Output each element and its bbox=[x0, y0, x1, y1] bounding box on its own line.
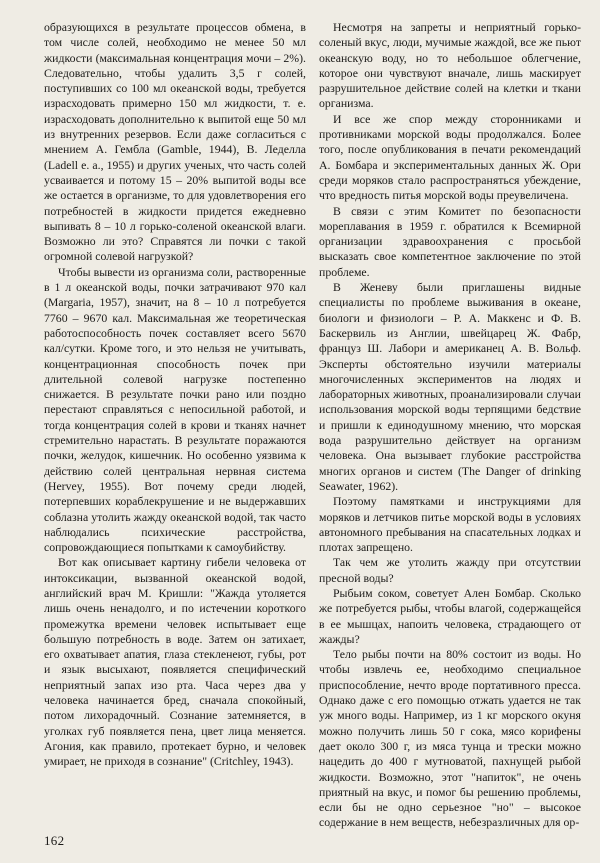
paragraph: Вот как описывает картину гибели человека от интоксикации, вызванной океанской водой, английский врач М. Кришли: "Жажда утоляется лишь очень ненадолго, и по истечении короткого промежутка времени человек испытывает еще большую потребность в воде. Затем он затихает, его охватывает апатия, глаза стекленеют, губы, рот и язык высыхают, появляется специфический неприятный запах изо рта. Часа через два у человека начинается бред, сначала спокойный, потом лихорадочный. Сознание затемняется, в уголках губ появляется пена, цвет лица меняется. Агония, как правило, протекает бурно, и человек умирает, не приходя в сознание" (Critchley, 1943). bbox=[44, 555, 306, 769]
paragraph: И все же спор между сторонниками и противниками морской воды продолжался. Более того, после опубликования в печати рекомендаций А. Бомбара и экспериментальных данных Ж. Ори среди моряков стало распространяться убеждение, что вредность питья морской воды преувеличена. bbox=[319, 111, 581, 203]
paragraph: Так чем же утолить жажду при отсутствии пресной воды? bbox=[319, 555, 581, 585]
paragraph: Чтобы вывести из организма соли, растворенные в 1 л океанской воды, почки затрачивают 970 кал (Margaria, 1957), значит, на 8 – 10 л потребуется 7760 – 9670 кал. Максимальная же теоретическая работоспособность почек составляет всего 5670 кал/сутки. Кроме того, и это нельзя не учитывать, концентрационная способность почек при длительной солевой нагрузке постепенно снижается. В результате почки рано или поздно перестают справляться с непосильной работой, и тогда концентрация солей в крови и тканях начнет стремительно нарастать. В результате поражаются почки, желудок, кишечник. Но особенно уязвима к действию солей центральная нервная система (Hervey, 1955). Вот почему среди людей, потерпевших кораблекрушение и не выдержавших соблазна утолить жажду океанской водой, так часто наблюдались психические расстройства, сопровождающиеся попытками к самоубийству. bbox=[44, 264, 306, 555]
paragraph: В Женеву были приглашены видные специалисты по проблеме выживания в океане, биологи и физиологи – Р. А. Маккенс и Ф. В. Баскервиль из Англии, швейцарец Ж. Фабр, француз Ш. Лабори и американец А. В. Вольф. Эксперты обстоятельно изучили материалы многочисленных экспериментов на людях и лабораторных животных, проанализировали случаи использования морской воды терпящими бедствие и пришли к единодушному мнению, что морская вода разрушительно действует на организм человека. Она вызывает глубокие расстройства многих органов и систем (The Danger of drinking Seawater, 1962). bbox=[319, 280, 581, 493]
paragraph: Несмотря на запреты и неприятный горько-соленый вкус, люди, мучимые жаждой, все же пьют океанскую воду, но то небольшое облегчение, которое они чувствуют вначале, лишь маскирует разрушительное действие солей на клетки и ткани организма. bbox=[319, 20, 581, 111]
paragraph: Тело рыбы почти на 80% состоит из воды. Но чтобы извлечь ее, необходимо специальное приспособление, нечто вроде портативного пресса. Однако даже с его помощью отжать удается не так уж много воды. Например, из 1 кг морского окуня можно получить лишь 50 г сока, мясо корифены дает около 300 г, из мяса тунца и трески можно нацедить до 400 г мутноватой, пахнущей рыбой жидкости. Возможно, этот "напиток", не очень приятный на вкус, и помог бы решению проблемы, если бы не одно серьезное "но" – высокое содержание в нем веществ, небезразличных для ор- bbox=[319, 647, 581, 830]
left-column bbox=[44, 20, 306, 770]
paragraph: В связи с этим Комитет по безопасности мореплавания в 1959 г. обратился к Всемирной организации здравоохранения с просьбой высказать свое компетентное заключение по этой проблеме. bbox=[319, 203, 581, 279]
right-column bbox=[319, 20, 581, 831]
paragraph: Поэтому памятками и инструкциями для моряков и летчиков питье морской воды в условиях автономного пребывания на спасательных лодках и плотах запрещено. bbox=[319, 494, 581, 555]
paragraph: Рыбьим соком, советует Ален Бомбар. Сколько же потребуется рыбы, чтобы влагой, содержащейся в ее мышцах, напоить человека, страдающего от жажды? bbox=[319, 585, 581, 646]
paragraph: образующихся в результате процессов обмена, в том числе солей, необходимо не менее 50 мл жидкости (максимальная концентрация мочи – 2%). Следовательно, чтобы удалить 3,5 г солей, поступивших со 100 мл океанской воды, требуется израсходовать примерно 150 мл жидкости, т. е. израсходовать дополнительно к выпитой еще 50 мл из внутренних резервов. Если даже согласиться с мнением А. Гембла (Gamble, 1944), В. Леделла (Ladell e. a., 1955) и других ученых, что часть солей усваивается и потому 15 – 20% выпитой воды все же остается в организме, то для удовлетворения его потребностей в жидкости придется ежедневно выпивать 8 – 10 л горько-соленой океанской влаги. Возможно ли это? Справятся ли почки с такой огромной солевой нагрузкой? bbox=[44, 20, 306, 264]
page-number: 162 bbox=[44, 833, 65, 848]
